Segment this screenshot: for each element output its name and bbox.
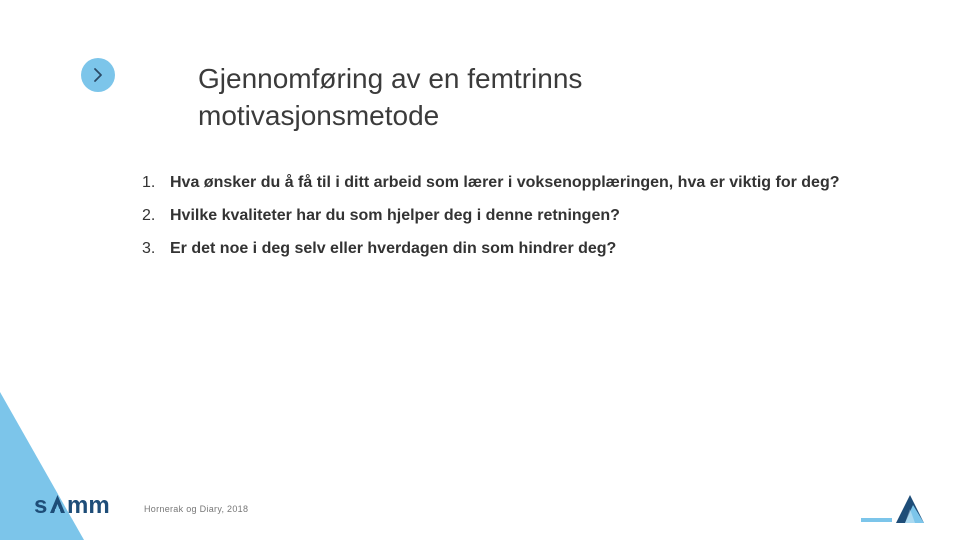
question-list (142, 172, 902, 271)
slide-title: Gjennomføring av en femtrinns motivasjonsmetode (198, 63, 583, 131)
list-text: Hvilke kvaliteter har du som hjelper deg i denne retningen? (170, 207, 620, 224)
svg-text:s: s (34, 492, 48, 518)
list-item (142, 238, 902, 260)
svg-text:mm: mm (67, 492, 110, 518)
list-text: Hva ønsker du å få til i ditt arbeid som lærer i voksenopplæringen, hva er viktig for deg? (170, 174, 840, 191)
samm-logo (34, 492, 118, 518)
list-text: Er det noe i deg selv eller hverdagen din som hindrer deg? (170, 240, 617, 257)
footer-accent-bar (861, 518, 892, 522)
list-number: 2. (142, 207, 156, 224)
list-number: 3. (142, 240, 156, 257)
citation-text: Hornerak og Diary, 2018 (144, 504, 249, 514)
list-item (142, 205, 902, 227)
triangle-logo-icon (896, 495, 928, 523)
list-item (142, 172, 902, 194)
chevron-right-icon (81, 58, 115, 92)
list-number: 1. (142, 174, 156, 191)
